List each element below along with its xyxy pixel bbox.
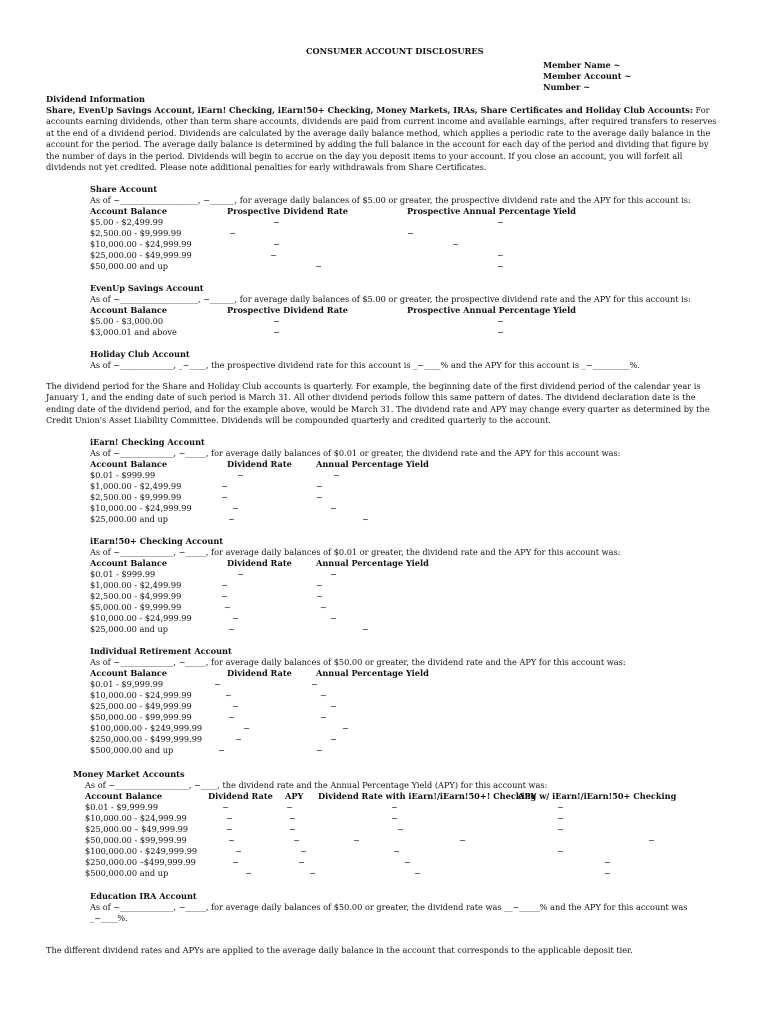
mm-row: $25,000.00 – $49,999.99 bbox=[85, 824, 189, 834]
iearn-asof: As of ~_____________, ~_____, for average daily balances of $0.01 or greater, the dividend rate and the APY for this account was: bbox=[90, 448, 621, 458]
placeholder: ~ bbox=[320, 690, 327, 700]
placeholder: ~ bbox=[218, 745, 225, 755]
iearn50-row: $10,000.00 - $24,999.99 bbox=[90, 613, 192, 623]
placeholder: ~ bbox=[316, 745, 323, 755]
placeholder: ~ bbox=[342, 723, 349, 733]
placeholder: ~ bbox=[557, 824, 564, 834]
placeholder: ~ bbox=[243, 723, 250, 733]
placeholder: ~ bbox=[362, 624, 369, 634]
iearn50-col-balance: Account Balance bbox=[90, 558, 168, 568]
ira-asof: As of ~_____________, ~_____, for average daily balances of $50.00 or greater, the dividend rate and the APY for this account was: bbox=[90, 657, 626, 667]
iearn50-row: $5,000.00 - $9,999.99 bbox=[90, 602, 182, 612]
placeholder: ~ bbox=[226, 813, 233, 823]
mm-col-balance: Account Balance bbox=[85, 791, 163, 801]
placeholder: ~ bbox=[316, 580, 323, 590]
mm-title: Money Market Accounts bbox=[73, 769, 185, 779]
mm-row: $0.01 - $9,999.99 bbox=[85, 802, 159, 812]
placeholder: ~ bbox=[245, 868, 252, 878]
placeholder: ~ bbox=[228, 712, 235, 722]
placeholder: ~ bbox=[353, 835, 360, 845]
placeholder: ~ bbox=[391, 813, 398, 823]
ira-row: $10,000.00 - $24,999.99 bbox=[90, 690, 192, 700]
placeholder: ~ bbox=[497, 261, 504, 271]
placeholder: ~ bbox=[293, 835, 300, 845]
evenup-title: EvenUp Savings Account bbox=[90, 283, 204, 293]
placeholder: ~ bbox=[330, 613, 337, 623]
placeholder: ~ bbox=[300, 846, 307, 856]
placeholder: ~ bbox=[330, 503, 337, 513]
placeholder: ~ bbox=[320, 602, 327, 612]
placeholder: ~ bbox=[221, 580, 228, 590]
mm-col-apy: APY bbox=[285, 791, 304, 801]
mm-col-rate-iearn: Dividend Rate with iEarn!/iEarn!50+! Checking bbox=[318, 791, 537, 801]
iearn50-row: $1,000.00 - $2,499.99 bbox=[90, 580, 182, 590]
evenup-row: $5.00 - $3,000.00 bbox=[90, 316, 164, 326]
mm-col-apy-iearn: APY w/ iEarn!/iEarn!50+ Checking bbox=[518, 791, 677, 801]
placeholder: ~ bbox=[221, 591, 228, 601]
placeholder: ~ bbox=[316, 492, 323, 502]
mm-row: $10,000.00 - $24,999.99 bbox=[85, 813, 187, 823]
placeholder: ~ bbox=[228, 514, 235, 524]
member-name: Member Name ~ bbox=[543, 60, 621, 70]
share-row: $25,000.00 - $49,999.99 bbox=[90, 250, 192, 260]
mm-asof: As of ~__________________, ~____, the dividend rate and the Annual Percentage Yield (APY) for this account was: bbox=[85, 780, 548, 790]
evenup-col-balance: Account Balance bbox=[90, 305, 168, 315]
placeholder: ~ bbox=[232, 857, 239, 867]
dividend-period-paragraph: The dividend period for the Share and Holiday Club accounts is quarterly. For example, the beginning date of the first dividend period of the calendar year is January 1, and the ending date of such period is March 31. All other dividend periods follow this same pattern of dates. The dividend declaration date is the ending date of the dividend period, and for the example above, would be March 31. The dividend rate and APY may change every quarter as determined by the Credit Union's Asset Liability Committee. Dividends will be compounded quarterly and credited quarterly to the account. bbox=[46, 381, 710, 426]
share-row: $2,500.00 - $9,999.99 bbox=[90, 228, 182, 238]
ira-title: Individual Retirement Account bbox=[90, 646, 232, 656]
placeholder: ~ bbox=[648, 835, 655, 845]
edu-asof: As of ~_____________, ~_____, for average daily balances of $50.00 or greater, the dividend rate was __~_____% and the APY for this account was bbox=[90, 902, 688, 912]
share-col-balance: Account Balance bbox=[90, 206, 168, 216]
mm-row: $250,000.00 –$499,999.99 bbox=[85, 857, 196, 867]
placeholder: ~ bbox=[414, 868, 421, 878]
placeholder: ~ bbox=[229, 228, 236, 238]
dividend-info-lead: Share, EvenUp Savings Account, iEarn! Checking, iEarn!50+ Checking, Money Markets, IRAs, Share Certificates and Holiday Club Accounts: bbox=[46, 105, 693, 115]
placeholder: ~ bbox=[497, 327, 504, 337]
placeholder: ~ bbox=[330, 569, 337, 579]
placeholder: ~ bbox=[225, 690, 232, 700]
placeholder: ~ bbox=[232, 613, 239, 623]
placeholder: ~ bbox=[557, 813, 564, 823]
placeholder: ~ bbox=[393, 846, 400, 856]
placeholder: ~ bbox=[221, 481, 228, 491]
placeholder: ~ bbox=[232, 503, 239, 513]
dividend-info-heading: Dividend Information bbox=[46, 94, 145, 104]
share-row: $10,000.00 - $24,999.99 bbox=[90, 239, 192, 249]
placeholder: ~ bbox=[330, 734, 337, 744]
placeholder: ~ bbox=[232, 701, 239, 711]
edu-title: Education IRA Account bbox=[90, 891, 197, 901]
ira-col-balance: Account Balance bbox=[90, 668, 168, 678]
evenup-col-rate: Prospective Dividend Rate bbox=[227, 305, 348, 315]
placeholder: ~ bbox=[407, 228, 414, 238]
holiday-title: Holiday Club Account bbox=[90, 349, 190, 359]
placeholder: ~ bbox=[286, 802, 293, 812]
placeholder: ~ bbox=[226, 824, 233, 834]
iearn-row: $1,000.00 - $2,499.99 bbox=[90, 481, 182, 491]
placeholder: ~ bbox=[221, 492, 228, 502]
placeholder: ~ bbox=[497, 250, 504, 260]
share-row: $50,000.00 and up bbox=[90, 261, 168, 271]
placeholder: ~ bbox=[237, 569, 244, 579]
iearn-row: $2,500.00 - $9,999.99 bbox=[90, 492, 182, 502]
iearn-row: $0.01 - $999.99 bbox=[90, 470, 156, 480]
placeholder: ~ bbox=[404, 857, 411, 867]
ira-col-apy: Annual Percentage Yield bbox=[316, 668, 429, 678]
placeholder: ~ bbox=[397, 824, 404, 834]
placeholder: ~ bbox=[333, 470, 340, 480]
placeholder: ~ bbox=[330, 701, 337, 711]
placeholder: ~ bbox=[273, 316, 280, 326]
evenup-asof: As of ~___________________, ~______, for average daily balances of $5.00 or greater, the prospective dividend rate and the APY for this account is: bbox=[90, 294, 691, 304]
placeholder: ~ bbox=[273, 217, 280, 227]
iearn50-col-rate: Dividend Rate bbox=[227, 558, 292, 568]
placeholder: ~ bbox=[228, 624, 235, 634]
iearn50-asof: As of ~_____________, ~_____, for average daily balances of $0.01 or greater, the dividend rate and the APY for this account was: bbox=[90, 547, 621, 557]
ira-col-rate: Dividend Rate bbox=[227, 668, 292, 678]
evenup-row: $3,000.01 and above bbox=[90, 327, 177, 337]
member-number: Number ~ bbox=[543, 82, 591, 92]
placeholder: ~ bbox=[270, 250, 277, 260]
placeholder: ~ bbox=[298, 857, 305, 867]
share-asof: As of ~___________________, ~______, for average daily balances of $5.00 or greater, the prospective dividend rate and the APY for this account is: bbox=[90, 195, 691, 205]
placeholder: ~ bbox=[315, 261, 322, 271]
placeholder: ~ bbox=[273, 327, 280, 337]
placeholder: ~ bbox=[316, 591, 323, 601]
placeholder: ~ bbox=[557, 802, 564, 812]
iearn-col-balance: Account Balance bbox=[90, 459, 168, 469]
footer-note: The different dividend rates and APYs are applied to the average daily balance in the account that corresponds to the applicable deposit tier. bbox=[46, 945, 633, 955]
iearn-row: $10,000.00 - $24,999.99 bbox=[90, 503, 192, 513]
placeholder: ~ bbox=[222, 802, 229, 812]
iearn-col-rate: Dividend Rate bbox=[227, 459, 292, 469]
placeholder: ~ bbox=[497, 316, 504, 326]
placeholder: ~ bbox=[557, 846, 564, 856]
placeholder: ~ bbox=[362, 514, 369, 524]
dividend-info-body: For accounts earning dividends, other than term share accounts, dividends are paid from current income and available earnings, after required transfers to reserves at the end of a dividend period. Dividends are calculated by the average daily balance method, which applies a periodic rate to the average daily balance in the account for the period. The average daily balance is determined by adding the full balance in the account for each day of the period and dividing that figure by the number of days in the period. Dividends will begin to accrue on the day you deposit items to your account. If you close an account, you will forfeit all dividends not yet credited. Please note additional penalties for early withdrawals from Share Certificates. bbox=[46, 105, 717, 173]
placeholder: ~ bbox=[224, 602, 231, 612]
placeholder: ~ bbox=[289, 813, 296, 823]
placeholder: ~ bbox=[316, 481, 323, 491]
placeholder: ~ bbox=[235, 734, 242, 744]
ira-row: $100,000.00 - $249,999.99 bbox=[90, 723, 203, 733]
member-account: Member Account ~ bbox=[543, 71, 632, 81]
placeholder: ~ bbox=[452, 239, 459, 249]
placeholder: ~ bbox=[604, 857, 611, 867]
ira-row: $50,000.00 - $99,999.99 bbox=[90, 712, 192, 722]
ira-row: $25,000.00 - $49,999.99 bbox=[90, 701, 192, 711]
share-col-rate: Prospective Dividend Rate bbox=[227, 206, 348, 216]
placeholder: ~ bbox=[604, 868, 611, 878]
mm-row: $50,000.00 - $99,999.99 bbox=[85, 835, 187, 845]
placeholder: ~ bbox=[309, 868, 316, 878]
mm-row: $100,000.00 - $249,999.99 bbox=[85, 846, 198, 856]
placeholder: ~ bbox=[311, 679, 318, 689]
placeholder: ~ bbox=[273, 239, 280, 249]
edu-asof-cont: _~____%. bbox=[90, 913, 128, 923]
iearn-col-apy: Annual Percentage Yield bbox=[316, 459, 429, 469]
share-row: $5.00 - $2,499.99 bbox=[90, 217, 164, 227]
placeholder: ~ bbox=[289, 824, 296, 834]
placeholder: ~ bbox=[459, 835, 466, 845]
page-title: CONSUMER ACCOUNT DISCLOSURES bbox=[306, 46, 484, 56]
iearn50-row: $2,500.00 - $4,999.99 bbox=[90, 591, 182, 601]
mm-row: $500,000.00 and up bbox=[85, 868, 169, 878]
placeholder: ~ bbox=[228, 835, 235, 845]
iearn50-row: $25,000.00 and up bbox=[90, 624, 168, 634]
placeholder: ~ bbox=[497, 217, 504, 227]
iearn50-row: $0.01 - $999.99 bbox=[90, 569, 156, 579]
mm-col-rate: Dividend Rate bbox=[208, 791, 273, 801]
holiday-asof: As of ~_____________, _~____, the prospective dividend rate for this account is _~____% and the APY for this account is _~_________%. bbox=[90, 360, 640, 370]
iearn50-title: iEarn!50+ Checking Account bbox=[90, 536, 224, 546]
iearn50-col-apy: Annual Percentage Yield bbox=[316, 558, 429, 568]
iearn-row: $25,000.00 and up bbox=[90, 514, 168, 524]
placeholder: ~ bbox=[235, 846, 242, 856]
ira-row: $250,000.00 - $499,999.99 bbox=[90, 734, 203, 744]
dividend-info-paragraph bbox=[46, 105, 718, 173]
placeholder: ~ bbox=[237, 470, 244, 480]
ira-row: $500,000.00 and up bbox=[90, 745, 174, 755]
share-title: Share Account bbox=[90, 184, 158, 194]
share-col-apy: Prospective Annual Percentage Yield bbox=[407, 206, 576, 216]
placeholder: ~ bbox=[214, 679, 221, 689]
iearn-title: iEarn! Checking Account bbox=[90, 437, 205, 447]
ira-row: $0.01 - $9,999.99 bbox=[90, 679, 164, 689]
placeholder: ~ bbox=[391, 802, 398, 812]
placeholder: ~ bbox=[320, 712, 327, 722]
evenup-col-apy: Prospective Annual Percentage Yield bbox=[407, 305, 576, 315]
